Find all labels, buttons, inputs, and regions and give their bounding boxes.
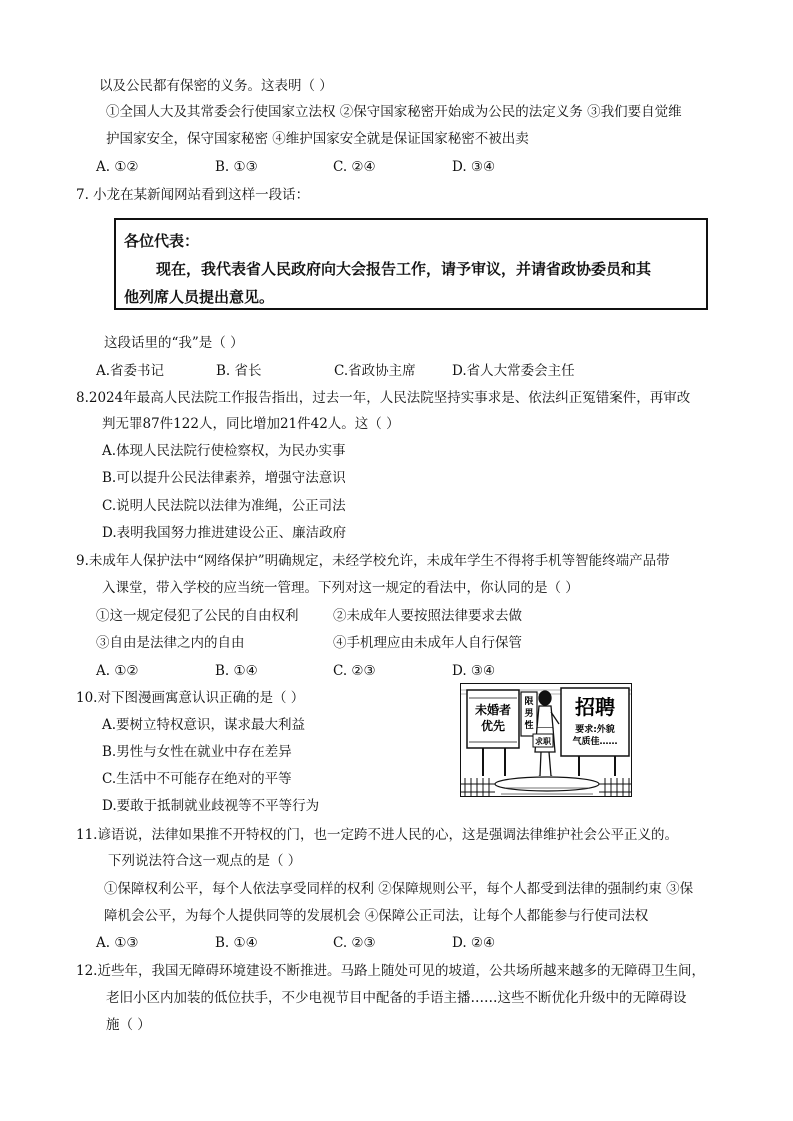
q8-option-b: B.可以提升公民法律素养，增强守法意识 <box>102 470 346 486</box>
q6-option-c: C. ②④ <box>333 159 376 175</box>
middle-sign-char1: 限 <box>524 697 534 707</box>
q6-items-line2: 护国家安全，保守国家秘密 ④维护国家安全就是保证国家秘密不被出卖 <box>106 131 529 147</box>
q7-question: 这段话里的“我”是（ ） <box>104 335 244 351</box>
q9-item-2: ②未成年人要按照法律要求去做 <box>333 608 522 624</box>
q8-stem-line2: 判无罪87件122人，同比增加21件42人。这（ ） <box>102 416 400 432</box>
q8-option-d: D.表明我国努力推进建设公正、廉洁政府 <box>102 525 347 541</box>
right-sign-line2: 气质佳…… <box>572 737 618 747</box>
q11-option-b: B. ①④ <box>215 935 258 951</box>
q10-stem: 10.对下图漫画寓意认识正确的是（ ） <box>76 690 305 706</box>
q9-item-4: ④手机理应由未成年人自行保管 <box>333 635 522 651</box>
q8-stem-line1: 8.2024年最高人民法院工作报告指出，过去一年，人民法院坚持实事求是、依法纠正冤错案件，再审改 <box>76 390 691 406</box>
q9-option-c: C. ②③ <box>333 663 376 679</box>
q8-option-c: C.说明人民法院以法律为准绳，公正司法 <box>102 498 346 514</box>
q10-option-a: A.要树立特权意识，谋求最大利益 <box>102 717 306 733</box>
q7-quote-title: 各位代表： <box>124 232 200 250</box>
middle-sign-char3: 性 <box>524 721 534 731</box>
middle-sign <box>521 692 537 736</box>
q6-option-a: A. ①② <box>96 159 139 175</box>
q11-stem-line2: 下列说法符合这一观点的是（ ） <box>108 853 302 869</box>
q9-option-d: D. ③④ <box>452 663 496 679</box>
right-sign-line1: 要求:外貌 <box>575 725 615 735</box>
q10-option-c: C.生活中不可能存在绝对的平等 <box>102 771 292 787</box>
q11-option-c: C. ②③ <box>333 935 376 951</box>
q6-items-line1: ①全国人大及其常委会行使国家立法权 ②保守国家秘密开始成为公民的法定义务 ③我们要自觉维 <box>106 104 682 120</box>
job-seeker-badge <box>533 734 553 747</box>
middle-sign-char2: 男 <box>524 709 534 719</box>
q7-option-a: A.省委书记 <box>96 363 165 379</box>
left-sign-line1: 未婚者 <box>474 703 512 717</box>
q7-quote-line1: 现在，我代表省人民政府向大会报告工作，请予审议，并请省政协委员和其 <box>156 260 652 278</box>
q11-items-line2: 障机会公平，为每个人提供同等的发展机会 ④保障公正司法，让每个人都能参与行使司法权 <box>104 908 649 924</box>
q9-option-a: A. ①② <box>96 663 139 679</box>
badge-label: 求职 <box>535 737 551 746</box>
q12-stem-line1: 12.近些年，我国无障碍环境建设不断推进。马路上随处可见的坡道，公共场所越来越多的无障碍卫生间， <box>76 963 705 979</box>
q7-option-c: C.省政协主席 <box>334 363 416 379</box>
right-sign <box>561 688 629 780</box>
q9-stem-line2: 入课堂，带入学校的应当统一管理。下列对这一规定的看法中，你认同的是（ ） <box>102 580 579 596</box>
q11-items-line1: ①保障权利公平，每个人依法享受同样的权利 ②保障规则公平，每个人都受到法律的强制约束 ③保 <box>104 881 694 897</box>
q10-option-d: D.要敢于抵制就业歧视等不平等行为 <box>102 798 320 814</box>
q11-option-d: D. ②④ <box>452 935 496 951</box>
cartoon-drawing <box>461 684 632 797</box>
q6-option-d: D. ③④ <box>452 159 496 175</box>
q7-option-b: B. 省长 <box>216 363 262 379</box>
q9-option-b: B. ①④ <box>215 663 258 679</box>
right-sign-title: 招聘 <box>575 695 615 719</box>
left-sign <box>467 690 519 780</box>
q9-item-1: ①这一规定侵犯了公民的自由权利 <box>96 608 299 624</box>
q7-stem: 7. 小龙在某新闻网站看到这样一段话： <box>76 187 310 203</box>
q12-stem-line2: 老旧小区内加装的低位扶手，不少电视节目中配备的手语主播……这些不断优化升级中的无障碍设 <box>106 990 687 1006</box>
job-discrimination-cartoon <box>460 683 632 797</box>
left-sign-line2: 优先 <box>480 719 506 733</box>
q6-stem: 以及公民都有保密的义务。这表明（ ） <box>99 78 333 94</box>
q7-quote-line2: 他列席人员提出意见。 <box>124 288 275 306</box>
q7-quote-box <box>114 218 708 310</box>
q11-stem-line1: 11.谚语说，法律如果推不开特权的门，也一定跨不进人民的心，这是强调法律维护社会公平正义的。 <box>76 827 678 843</box>
q11-option-a: A. ①③ <box>96 935 139 951</box>
q8-option-a: A.体现人民法院行使检察权，为民办实事 <box>102 443 346 459</box>
q12-stem-line3: 施（ ） <box>106 1017 151 1033</box>
q10-option-b: B.男性与女性在就业中存在差异 <box>102 744 292 760</box>
q9-item-3: ③自由是法律之内的自由 <box>96 635 245 651</box>
q7-option-d: D.省人大常委会主任 <box>452 363 575 379</box>
q9-stem-line1: 9.未成年人保护法中“网络保护”明确规定，未经学校允许，未成年学生不得将手机等智能终端产品带 <box>76 553 670 569</box>
q6-option-b: B. ①③ <box>215 159 258 175</box>
ground-fence <box>461 776 632 797</box>
